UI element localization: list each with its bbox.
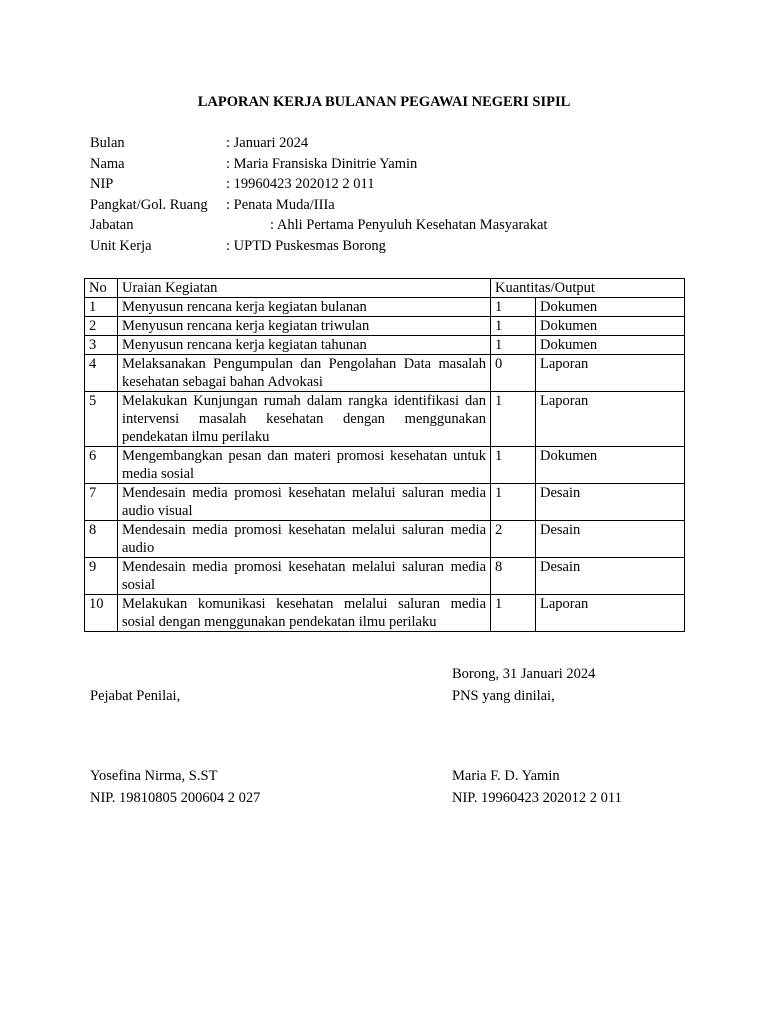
row-description-cell: Mendesain media promosi kesehatan melalui saluran media sosial: [118, 558, 491, 595]
row-number-cell: 5: [85, 392, 118, 447]
employee-name: Maria F. D. Yamin: [452, 768, 560, 784]
row-unit-cell: Desain: [536, 484, 685, 521]
identity-row-month: [90, 133, 710, 154]
identity-value: : Penata Muda/IIIa: [226, 196, 335, 213]
identity-label: Bulan: [90, 135, 125, 151]
signature-place-date: Borong, 31 Januari 2024: [452, 666, 596, 682]
table-row: [85, 317, 685, 336]
row-number-cell: 3: [85, 336, 118, 355]
header-no: No: [85, 279, 118, 298]
identity-value: : Ahli Pertama Penyuluh Kesehatan Masyarakat: [270, 217, 548, 233]
row-quantity-cell: 8: [491, 558, 536, 595]
row-number-cell: 8: [85, 521, 118, 558]
row-number-cell: 6: [85, 447, 118, 484]
assessor-nip: NIP. 19810805 200604 2 027: [90, 790, 261, 806]
row-quantity-cell: 1: [491, 595, 536, 632]
row-description-cell: Melakukan Kunjungan rumah dalam rangka identifikasi dan intervensi masalah kesehatan dengan menggunakan pendekatan ilmu perilaku: [118, 392, 491, 447]
row-number-cell: 7: [85, 484, 118, 521]
document-title: LAPORAN KERJA BULANAN PEGAWAI NEGERI SIPIL: [197, 94, 571, 110]
identity-row-rank: [90, 195, 710, 216]
row-quantity-cell: 1: [491, 484, 536, 521]
table-row: [85, 558, 685, 595]
identity-row-unit: [90, 236, 710, 257]
employee-identity: [90, 133, 710, 256]
table-row: [85, 521, 685, 558]
row-unit-cell: Dokumen: [536, 298, 685, 317]
row-description-cell: Melaksanakan Pengumpulan dan Pengolahan Data masalah kesehatan sebagai bahan Advokasi: [118, 355, 491, 392]
row-number-cell: 1: [85, 298, 118, 317]
row-unit-cell: Dokumen: [536, 336, 685, 355]
row-quantity-cell: 1: [491, 317, 536, 336]
row-quantity-cell: 0: [491, 355, 536, 392]
row-description-cell: Menyusun rencana kerja kegiatan tahunan: [118, 336, 491, 355]
employee-title: PNS yang dinilai,: [452, 688, 555, 704]
identity-label: Pangkat/Gol. Ruang: [90, 196, 208, 213]
identity-row-position: [90, 215, 710, 236]
identity-value: : 19960423 202012 2 011: [226, 176, 375, 192]
row-description-cell: Mendesain media promosi kesehatan melalui saluran media audio: [118, 521, 491, 558]
row-quantity-cell: 1: [491, 392, 536, 447]
identity-label: Jabatan: [90, 217, 134, 233]
row-number-cell: 4: [85, 355, 118, 392]
row-unit-cell: Desain: [536, 558, 685, 595]
row-description-cell: Mendesain media promosi kesehatan melalui saluran media audio visual: [118, 484, 491, 521]
row-unit-cell: Dokumen: [536, 447, 685, 484]
row-quantity-cell: 1: [491, 336, 536, 355]
row-unit-cell: Dokumen: [536, 317, 685, 336]
assessor-title: Pejabat Penilai,: [90, 688, 181, 704]
row-unit-cell: Laporan: [536, 392, 685, 447]
table-row: [85, 298, 685, 317]
table-header-row: [85, 279, 685, 298]
employee-nip: NIP. 19960423 202012 2 011: [452, 790, 622, 806]
header-description: Uraian Kegiatan: [118, 279, 491, 298]
row-description-cell: Menyusun rencana kerja kegiatan bulanan: [118, 298, 491, 317]
table-row: [85, 447, 685, 484]
row-unit-cell: Desain: [536, 521, 685, 558]
row-number-cell: 2: [85, 317, 118, 336]
identity-row-nip: [90, 174, 710, 195]
identity-label: NIP: [90, 176, 114, 192]
table-row: [85, 336, 685, 355]
identity-value: : Januari 2024: [226, 135, 309, 151]
table-row: [85, 484, 685, 521]
table-row: [85, 355, 685, 392]
row-unit-cell: Laporan: [536, 595, 685, 632]
activity-table: [84, 278, 685, 632]
row-description-cell: Mengembangkan pesan dan materi promosi kesehatan untuk media sosial: [118, 447, 491, 484]
row-quantity-cell: 2: [491, 521, 536, 558]
identity-value: : Maria Fransiska Dinitrie Yamin: [226, 155, 418, 172]
identity-label: Unit Kerja: [90, 237, 152, 254]
row-number-cell: 10: [85, 595, 118, 632]
row-description-cell: Menyusun rencana kerja kegiatan triwulan: [118, 317, 491, 336]
row-unit-cell: Laporan: [536, 355, 685, 392]
row-description-cell: Melakukan komunikasi kesehatan melalui saluran media sosial dengan menggunakan pendekatan ilmu perilaku: [118, 595, 491, 632]
row-quantity-cell: 1: [491, 447, 536, 484]
identity-row-name: [90, 154, 710, 175]
table-row: [85, 595, 685, 632]
header-output: Kuantitas/Output: [491, 279, 685, 298]
table-row: [85, 392, 685, 447]
identity-label: Nama: [90, 155, 125, 172]
row-number-cell: 9: [85, 558, 118, 595]
assessor-name: Yosefina Nirma, S.ST: [90, 768, 218, 784]
row-quantity-cell: 1: [491, 298, 536, 317]
identity-value: : UPTD Puskesmas Borong: [226, 237, 386, 254]
